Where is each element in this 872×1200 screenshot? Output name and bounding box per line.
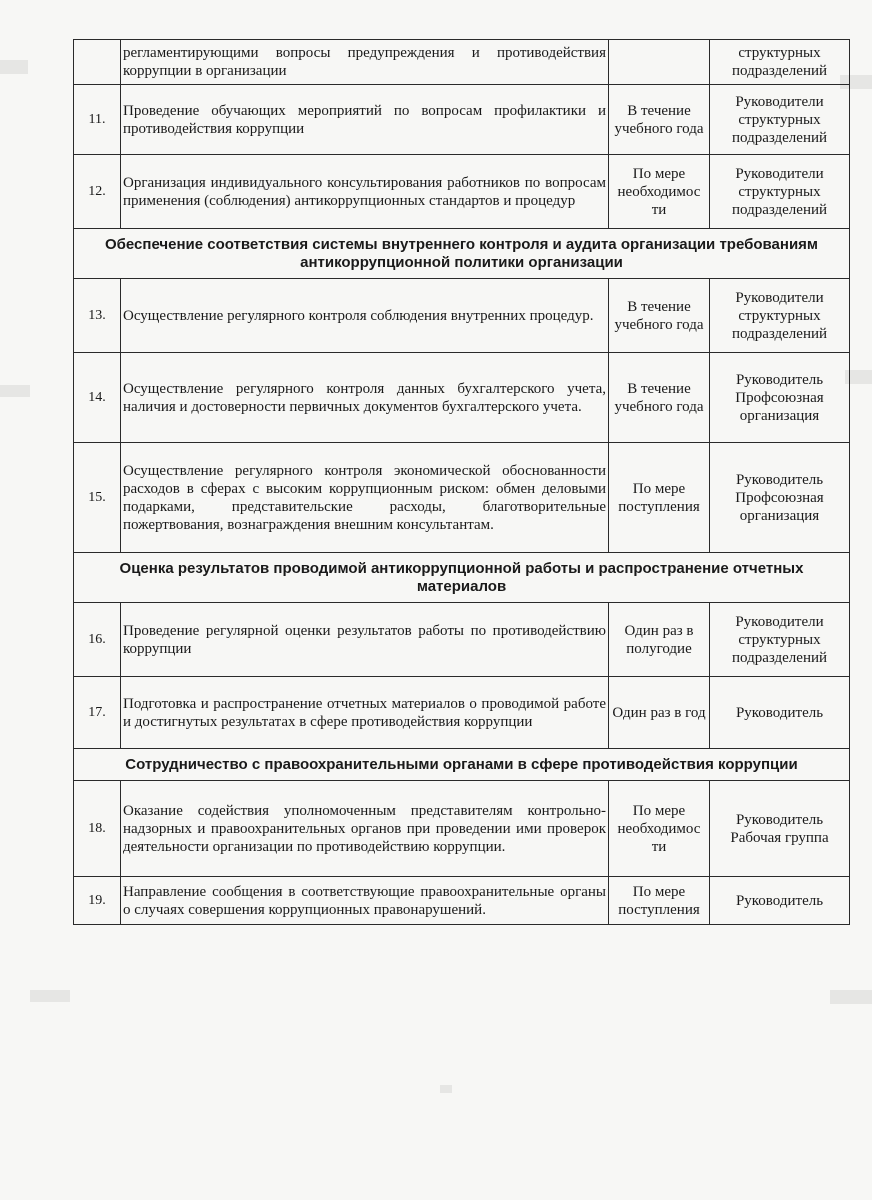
- row-number: 14.: [74, 353, 121, 443]
- activity-description: Оказание содействия уполномоченным представителям контрольно-надзорных и правоохранительных органов при проведении ими проверок деятельности организации по противодействию коррупции.: [121, 781, 609, 877]
- responsible-party: Руководители структурных подразделений: [710, 155, 850, 229]
- activity-description: Организация индивидуального консультирования работников по вопросам применения (соблюдения) антикоррупционных стандартов и процедур: [121, 155, 609, 229]
- responsible-party: Руководитель Рабочая группа: [710, 781, 850, 877]
- activity-term: В течение учебного года: [609, 85, 710, 155]
- row-number: 12.: [74, 155, 121, 229]
- table-row: [74, 40, 850, 85]
- row-number: 13.: [74, 279, 121, 353]
- scan-artifact: [830, 990, 872, 1004]
- row-number: 17.: [74, 677, 121, 749]
- activity-description: Направление сообщения в соответствующие правоохранительные органы о случаях совершения коррупционных правонарушений.: [121, 877, 609, 925]
- activity-term: По мере поступления: [609, 877, 710, 925]
- scan-artifact: [440, 1085, 452, 1093]
- scan-artifact: [0, 60, 28, 74]
- table-row: [74, 677, 850, 749]
- activity-term: [609, 40, 710, 85]
- row-number: 19.: [74, 877, 121, 925]
- scan-artifact: [30, 990, 70, 1002]
- responsible-party: Руководители структурных подразделений: [710, 85, 850, 155]
- section-header-row: [74, 749, 850, 781]
- activity-description: Проведение регулярной оценки результатов работы по противодействию коррупции: [121, 603, 609, 677]
- table-row: [74, 877, 850, 925]
- section-title-audit: Обеспечение соответствия системы внутреннего контроля и аудита организации требованиям антикоррупционной политики организации: [74, 229, 850, 279]
- section-title-law-enforcement: Сотрудничество с правоохранительными органами в сфере противодействия коррупции: [74, 749, 850, 781]
- activity-description: Подготовка и распространение отчетных материалов о проводимой работе и достигнутых результатах в сфере противодействия коррупции: [121, 677, 609, 749]
- table-row: [74, 353, 850, 443]
- section-header-row: [74, 553, 850, 603]
- section-header-row: [74, 229, 850, 279]
- responsible-party: Руководители структурных подразделений: [710, 603, 850, 677]
- activity-description: регламентирующими вопросы предупреждения и противодействия коррупции в организации: [121, 40, 609, 85]
- activity-description: Осуществление регулярного контроля экономической обоснованности расходов в сферах с высоким коррупционным риском: обмен деловыми подарками, представительские расходы, благотворительные пожертвования, вознаграждения внешним консультантам.: [121, 443, 609, 553]
- section-title-results: Оценка результатов проводимой антикоррупционной работы и распространение отчетных материалов: [74, 553, 850, 603]
- responsible-party: Руководитель Профсоюзная организация: [710, 443, 850, 553]
- activity-description: Проведение обучающих мероприятий по вопросам профилактики и противодействия коррупции: [121, 85, 609, 155]
- row-number: 11.: [74, 85, 121, 155]
- activity-description: Осуществление регулярного контроля соблюдения внутренних процедур.: [121, 279, 609, 353]
- table-row: [74, 85, 850, 155]
- table-row: [74, 155, 850, 229]
- responsible-party: Руководитель: [710, 877, 850, 925]
- activity-description: Осуществление регулярного контроля данных бухгалтерского учета, наличия и достоверности первичных документов бухгалтерского учета.: [121, 353, 609, 443]
- responsible-party: структурных подразделений: [710, 40, 850, 85]
- row-number: [74, 40, 121, 85]
- responsible-party: Руководитель Профсоюзная организация: [710, 353, 850, 443]
- activity-term: Один раз в год: [609, 677, 710, 749]
- responsible-party: Руководители структурных подразделений: [710, 279, 850, 353]
- activity-term: По мере необходимос ти: [609, 781, 710, 877]
- activity-term: В течение учебного года: [609, 353, 710, 443]
- scan-artifact: [0, 385, 30, 397]
- row-number: 16.: [74, 603, 121, 677]
- activity-term: По мере поступления: [609, 443, 710, 553]
- row-number: 15.: [74, 443, 121, 553]
- table-row: [74, 781, 850, 877]
- table-row: [74, 279, 850, 353]
- anticorruption-plan-table: [73, 39, 850, 925]
- table-row: [74, 603, 850, 677]
- responsible-party: Руководитель: [710, 677, 850, 749]
- activity-term: По мере необходимос ти: [609, 155, 710, 229]
- table-row: [74, 443, 850, 553]
- row-number: 18.: [74, 781, 121, 877]
- activity-term: Один раз в полугодие: [609, 603, 710, 677]
- activity-term: В течение учебного года: [609, 279, 710, 353]
